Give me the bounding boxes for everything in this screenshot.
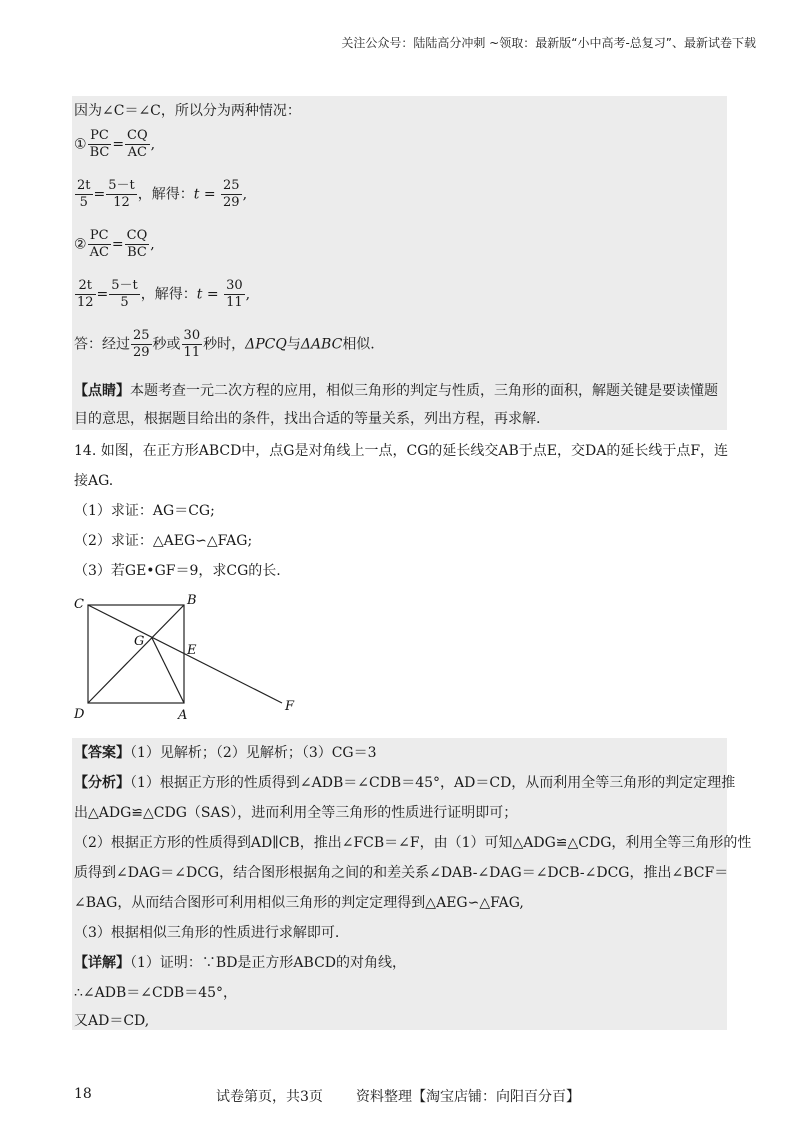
analysis-line-2: 出△ADG≌△CDG（SAS），进而利用全等三角形的性质进行证明即可；: [74, 805, 518, 821]
equation-1: $\frac{2t}{5}$ = $\frac{5-t}{12}$ ，解得：t = $\frac{25}{29}$ ,: [77, 178, 248, 210]
case1-equation: ① $\frac{PC}{BC}$ = $\frac{CQ}{AC}$ ,: [74, 128, 156, 160]
detail-line-2: ∴∠ADB＝∠CDB＝45°，: [74, 985, 238, 1001]
question-2: （2）求证：△AEG∽△FAG;: [74, 533, 253, 549]
question-3: （3）若GE•GF＝9，求CG的长.: [74, 563, 281, 579]
shop-text: 资料整理【淘宝店铺：向阳百分百】: [356, 1089, 580, 1105]
problem-line-2: 接AG.: [74, 473, 114, 489]
label-e: E: [187, 643, 197, 658]
solution-intro: 因为∠C＝∠C，所以分为两种情况：: [74, 103, 301, 119]
answer-line: 【答案】（1）见解析；（2）见解析；（3）CG＝3: [74, 745, 377, 761]
analysis-line-4: 质得到∠DAG＝∠DCG，结合图形根据角之间的和差关系∠DAB-∠DAG＝∠DCB-∠DCG，推出∠BCF＝: [74, 865, 729, 881]
label-b: B: [187, 593, 197, 608]
label-c: C: [74, 597, 84, 612]
detail-line-3: 又AD＝CD,: [74, 1013, 150, 1029]
label-f: F: [285, 699, 295, 714]
detail-line-1: 【详解】（1）证明：∵BD是正方形ABCD的对角线，: [74, 955, 407, 971]
square-geometry-diagram: [70, 590, 310, 720]
analysis-line-1: 【分析】（1）根据正方形的性质得到∠ADB＝∠CDB＝45°，AD＝CD，从而利用全等三角形的判定定理推: [74, 775, 736, 791]
label-a: A: [178, 708, 188, 720]
case2-equation: ② $\frac{PC}{AC}$ = $\frac{CQ}{BC}$ ,: [74, 228, 155, 260]
analysis-line-3: （2）根据正方形的性质得到AD∥CB，推出∠FCB＝∠F，由（1）可知△ADG≌△CDG，利用全等三角形的性: [74, 835, 752, 851]
analysis-line-5: ∠BAG，从而结合图形可利用相似三角形的判定定理得到△AEG∽△FAG,: [74, 895, 524, 911]
page-count-text: 试卷第页，共3页: [216, 1089, 323, 1105]
label-d: D: [74, 707, 85, 720]
comment-line-2: 目的意思，根据题目给出的条件，找出合适的等量关系，列出方程，再求解.: [74, 411, 541, 427]
problem-line-1: 14. 如图，在正方形ABCD中，点G是对角线上一点，CG的延长线交AB于点E，交DA的延长线于点F，连: [74, 443, 729, 459]
page-header: 关注公众号：陆陆高分冲刺 ~领取：最新版“小中高考-总复习”、最新试卷下载: [341, 36, 756, 50]
comment-line-1: 【点睛】本题考查一元二次方程的应用，相似三角形的判定与性质，三角形的面积，解题关键是要读懂题: [74, 383, 718, 399]
line-cf: [88, 605, 282, 703]
diagonal-bd: [88, 605, 184, 703]
question-1: （1）求证：AG＝CG;: [74, 503, 215, 519]
analysis-line-6: （3）根据相似三角形的性质进行求解即可.: [74, 925, 340, 941]
page-number: 18: [74, 1086, 92, 1102]
answer-statement: 答：经过 $\frac{25}{29}$ 秒或 $\frac{30}{11}$ 秒时，ΔPCQ与ΔABC相似.: [74, 328, 375, 360]
equation-2: $\frac{2t}{12}$ = $\frac{5-t}{5}$ ，解得：t = $\frac{30}{11}$ ,: [77, 278, 251, 310]
segment-ag: [152, 638, 184, 703]
label-g: G: [134, 634, 145, 649]
